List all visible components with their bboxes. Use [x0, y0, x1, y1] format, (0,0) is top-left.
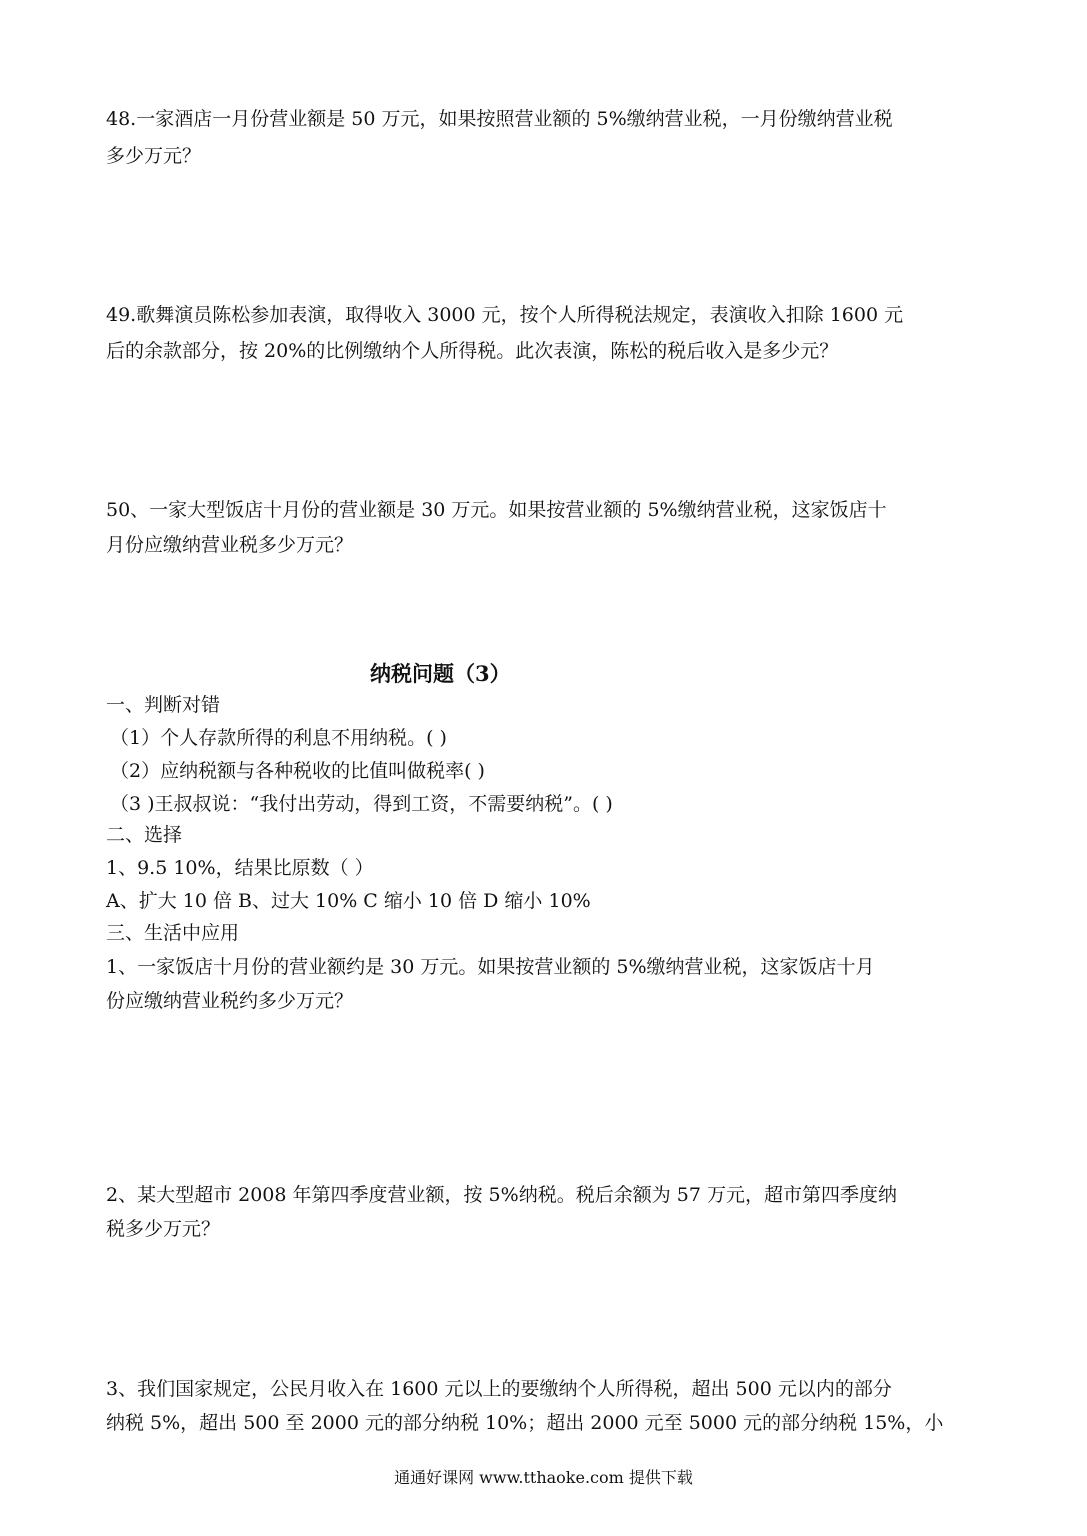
question-48-line-1: 48.一家酒店一月份营业额是 50 万元，如果按照营业额的 5%缴纳营业税，一月份缴纳营业税 — [106, 108, 893, 130]
question-50-line-2: 月份应缴纳营业税多少万元？ — [106, 534, 354, 556]
application-1-line-2: 份应缴纳营业税约多少万元？ — [106, 990, 354, 1012]
question-49-line-2: 后的余款部分，按 20%的比例缴纳个人所得税。此次表演，陈松的税后收入是多少元？ — [106, 340, 839, 362]
judge-item-1: （1）个人存款所得的利息不用纳税。( ) — [110, 727, 447, 749]
part2-heading: 二、选择 — [106, 824, 183, 846]
application-2-line-2: 税多少万元？ — [106, 1218, 221, 1240]
part3-heading: 三、生活中应用 — [106, 922, 240, 944]
page-footer: 通通好课网 www.tthaoke.com 提供下载 — [394, 1468, 693, 1487]
question-48-line-2: 多少万元？ — [106, 145, 202, 167]
part1-heading: 一、判断对错 — [106, 694, 221, 716]
judge-item-2: （2）应纳税额与各种税收的比值叫做税率( ) — [110, 760, 485, 782]
question-50-line-1: 50、一家大型饭店十月份的营业额是 30 万元。如果按营业额的 5%缴纳营业税，这家饭店十 — [106, 499, 887, 521]
question-49-line-1: 49.歌舞演员陈松参加表演，取得收入 3000 元，按个人所得税法规定，表演收入扣除 1600 元 — [106, 304, 904, 326]
application-2-line-1: 2、某大型超市 2008 年第四季度营业额，按 5%纳税。税后余额为 57 万元，超市第四季度纳 — [106, 1184, 897, 1206]
section-title: 纳税问题（3） — [370, 661, 511, 686]
application-3-line-2: 纳税 5%，超出 500 至 2000 元的部分纳税 10%；超出 2000 元至 5000 元的部分纳税 15%，小 — [106, 1412, 944, 1434]
choice-item-1: 1、9.5 10%，结果比原数（ ） — [106, 857, 374, 879]
judge-item-3: （3 )王叔叔说：“我付出劳动，得到工资，不需要纳税”。( ) — [110, 793, 613, 815]
application-1-line-1: 1、一家饭店十月份的营业额约是 30 万元。如果按营业额的 5%缴纳营业税，这家饭店十月 — [106, 956, 875, 978]
choice-item-1-options: A、扩大 10 倍 B、过大 10% C 缩小 10 倍 D 缩小 10% — [106, 890, 591, 912]
application-3-line-1: 3、我们国家规定，公民月收入在 1600 元以上的要缴纳个人所得税，超出 500 元以内的部分 — [106, 1378, 892, 1400]
